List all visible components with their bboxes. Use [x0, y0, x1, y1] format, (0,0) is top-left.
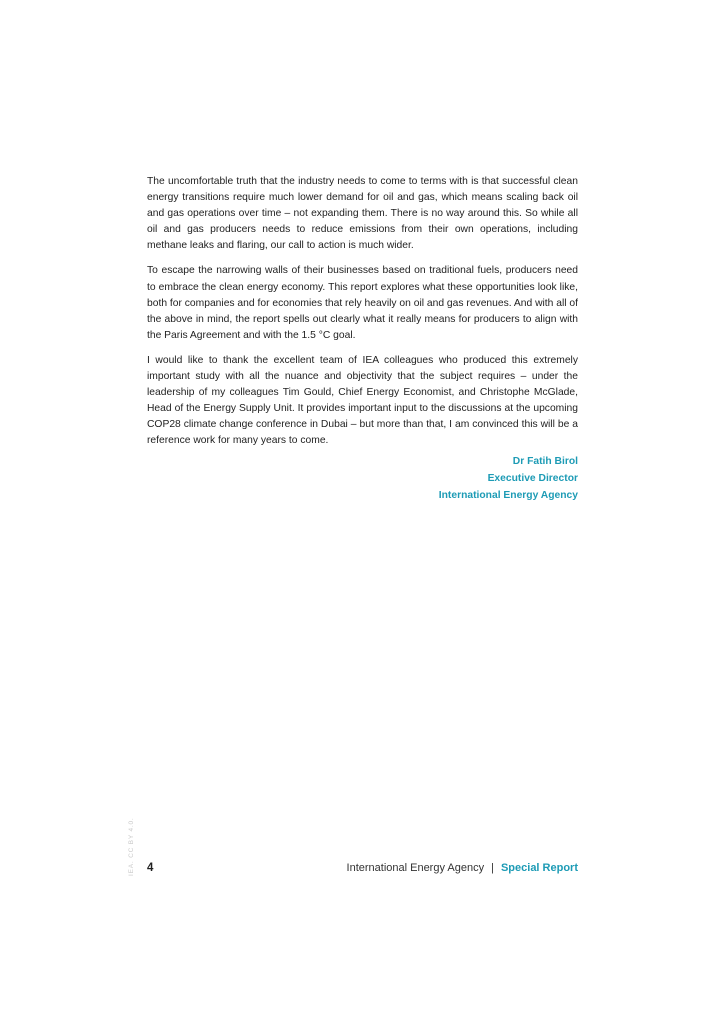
paragraph-3: I would like to thank the excellent team of IEA colleagues who produced this extremely important study with all the nuance and objectivity that the subject requires – under the leadership of my colleagues Tim Gould, Chief Energy Economist, and Christophe McGlade, Head of the Energy Supply Unit. It provides important input to the discussions at the upcoming COP28 climate change conference in Dubai – but more than that, I am convinced this will be a reference work for many years to come.: [147, 354, 578, 447]
footer-separator: |: [491, 862, 494, 874]
footer-publication: [347, 862, 578, 874]
signature-block: [380, 454, 578, 504]
footer-publisher: International Energy Agency: [346, 862, 485, 874]
signature-name: Dr Fatih Birol: [512, 456, 578, 467]
paragraph-1: The uncomfortable truth that the industry needs to come to terms with is that successful clean energy transitions require much lower demand for oil and gas, which means scaling back oil and gas operations over time – not expanding them. There is no way around this. So while all oil and gas producers needs to reduce emissions from their own operations, including methane leaks and flaring, our call to action is much wider.: [147, 176, 578, 252]
page-footer: [147, 862, 578, 878]
footer-series: Special Report: [500, 862, 578, 874]
paragraph-2: To escape the narrowing walls of their businesses based on traditional fuels, producers need to embrace the clean energy economy. This report explores what these opportunities look like, both for companies and for economies that rely heavily on oil and gas revenues. And with all of the above in mind, the report spells out clearly what it really means for producers to align with the Paris Agreement and with the 1.5 °C goal.: [147, 265, 579, 341]
page-number: 4: [147, 862, 154, 874]
signature-title: Executive Director: [487, 472, 578, 484]
foreword-body: [147, 174, 578, 459]
license-watermark: IEA. CC BY 4.0.: [128, 817, 135, 876]
signature-organization: International Energy Agency: [438, 489, 578, 501]
